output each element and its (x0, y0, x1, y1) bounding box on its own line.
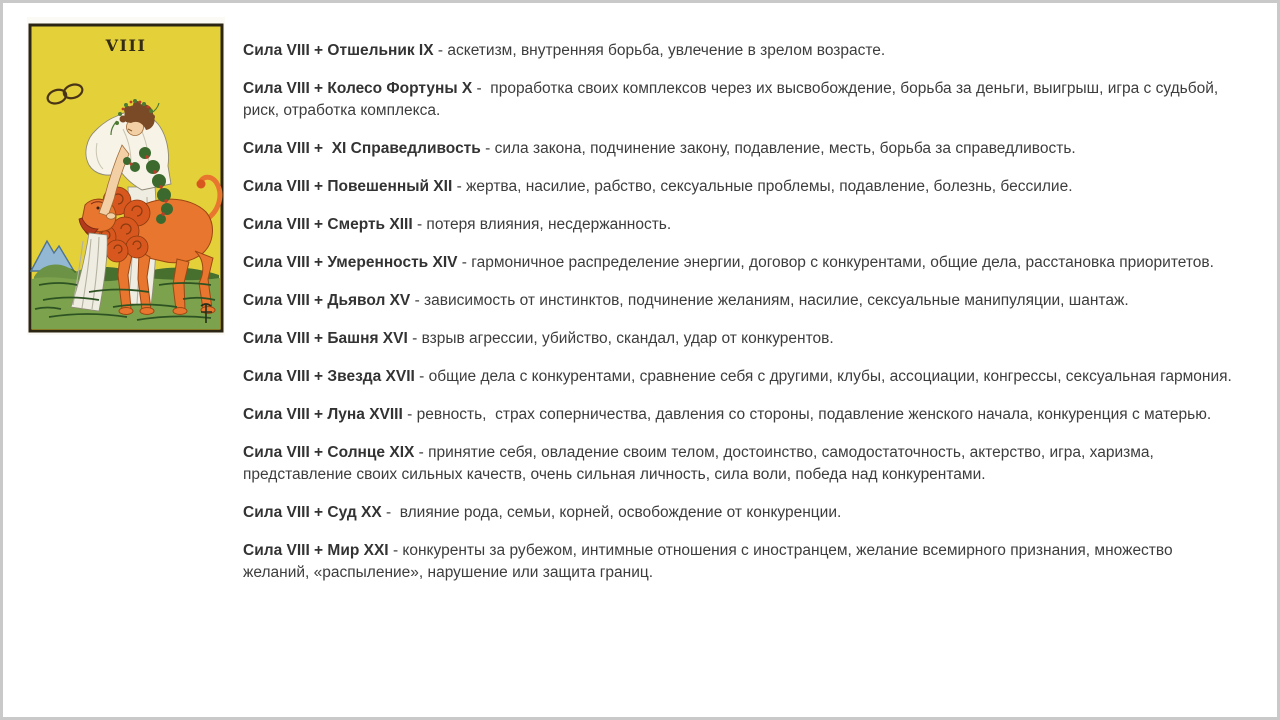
combination-title: Сила VIII + Башня XVI (243, 330, 408, 347)
combination-title: Сила VIII + Звезда XVII (243, 368, 415, 385)
card-numeral: VIII (105, 36, 147, 55)
combination-title: Сила VIII + Колесо Фортуны X (243, 80, 473, 97)
combination-description: - потеря влияния, несдержанность. (416, 216, 672, 233)
combination-entry (243, 138, 1235, 160)
combination-title: Сила VIII + XI Справедливость (243, 140, 481, 157)
combination-title: Сила VIII + Дьявол XV (243, 292, 411, 309)
combination-description: - взрыв агрессии, убийство, скандал, удар от конкурентов. (412, 330, 834, 347)
combination-entry (243, 214, 1235, 236)
combination-title: Сила VIII + Суд XX (243, 504, 382, 521)
combination-entry (243, 40, 1235, 62)
combination-title: Сила VIII + Отшельник IX (243, 42, 434, 59)
combination-description: - принятие себя, овладение своим телом, достоинство, самодостаточность, актерство, игра, харизма, представление своих сильных качеств, очень сильная личность, сила воли, победа над конкурентами. (243, 444, 1159, 483)
combination-entry (243, 252, 1235, 274)
combination-entry (243, 78, 1235, 122)
combination-title: Сила VIII + Солнце XIX (243, 444, 415, 461)
strength-card-art (27, 17, 225, 335)
combination-title: Сила VIII + Мир XXI (243, 542, 389, 559)
combination-title: Сила VIII + Повешенный XII (243, 178, 453, 195)
combination-description: - гармоничное распределение энергии, договор с конкурентами, общие дела, расстановка приоритетов. (461, 254, 1214, 271)
combination-description: - влияние рода, семьи, корней, освобождение от конкуренции. (385, 504, 842, 521)
combination-title: Сила VIII + Умеренность XIV (243, 254, 458, 271)
combination-entry (243, 404, 1235, 426)
combination-description: - проработка своих комплексов через их высвобождение, борьба за деньги, выигрыш, игра с судьбой, риск, отработка комплекса. (243, 80, 1223, 119)
combination-entry (243, 366, 1235, 388)
combination-entry (243, 328, 1235, 350)
combination-entry (243, 176, 1235, 198)
combination-description: - общие дела с конкурентами, сравнение себя с другими, клубы, ассоциации, конгрессы, сексуальная гармония. (419, 368, 1232, 385)
combination-description: - конкуренты за рубежом, интимные отношения с иностранцем, желание всемирного признания, множество желаний, «распыление», нарушение или защита границ. (243, 542, 1177, 581)
combination-description: - аскетизм, внутренняя борьба, увлечение в зрелом возрасте. (437, 42, 886, 59)
combination-entry (243, 502, 1235, 524)
combination-description: - жертва, насилие, рабство, сексуальные проблемы, подавление, болезнь, бессилие. (456, 178, 1073, 195)
strength-tarot-card-image (27, 17, 225, 335)
combination-description: - зависимость от инстинктов, подчинение желаниям, насилие, сексуальные манипуляции, шантаж. (414, 292, 1129, 309)
combination-description: - ревность, страх соперничества, давления со стороны, подавление женского начала, конкуренция с матерью. (407, 406, 1212, 423)
combination-title: Сила VIII + Смерть XIII (243, 216, 413, 233)
combination-entry (243, 540, 1235, 584)
combination-entry (243, 442, 1235, 486)
combination-entry (243, 290, 1235, 312)
combinations-list (243, 40, 1235, 600)
combination-title: Сила VIII + Луна XVIII (243, 406, 403, 423)
combination-description: - сила закона, подчинение закону, подавление, месть, борьба за справедливость. (485, 140, 1076, 157)
